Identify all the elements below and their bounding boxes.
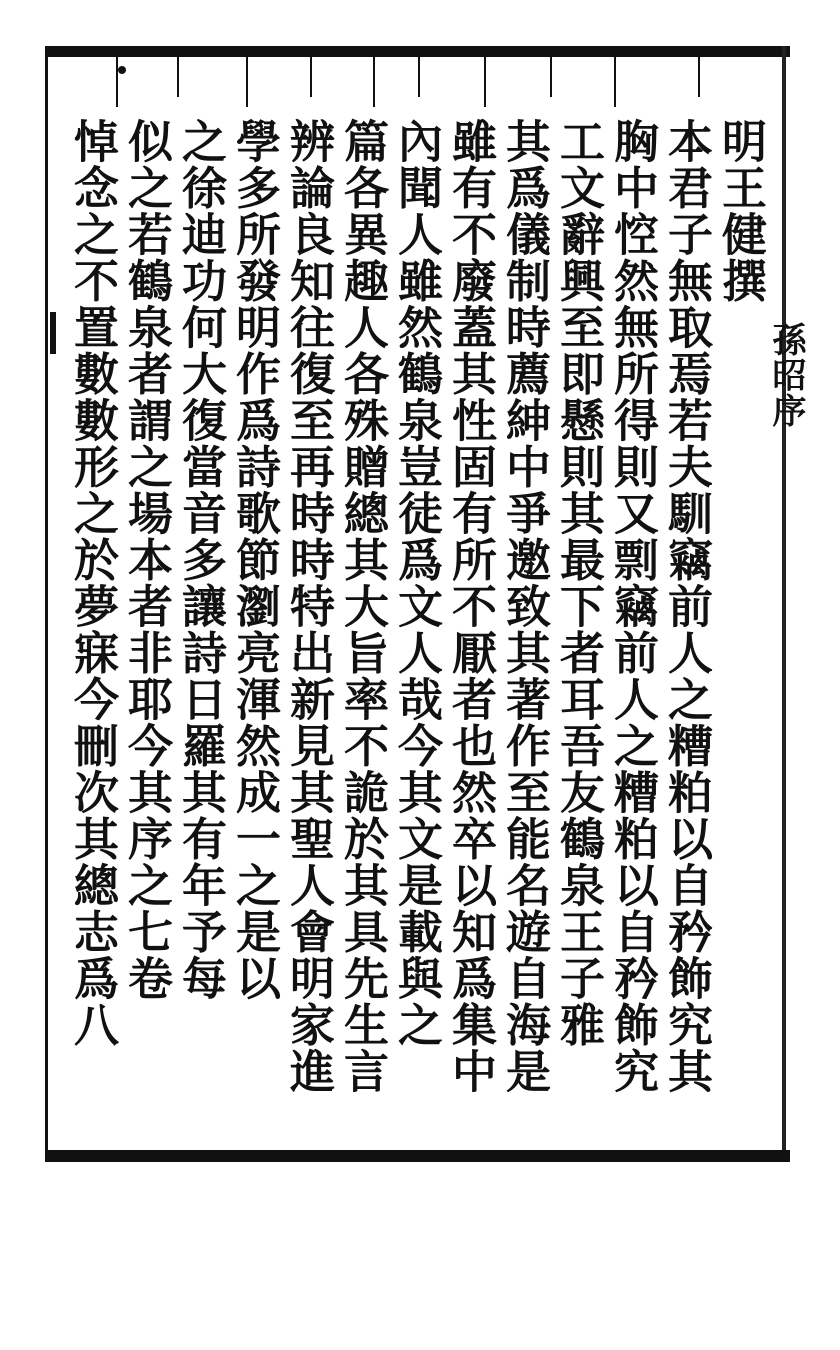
column-divider: [116, 57, 118, 107]
column-divider: [484, 57, 486, 107]
bottom-border-rule: [45, 1150, 790, 1162]
text-column-5: 其爲儀制時薦紳中爭邀致其著作至能名遊自海是: [498, 118, 551, 1095]
text-column-10: 學多所發明作爲詩歌節瀏亮渾然成一之是以: [228, 118, 281, 1002]
text-column-12: 似之若鶴泉者謂之場本者非耶今其序之七卷: [120, 118, 173, 1002]
column-divider: [698, 57, 700, 97]
column-divider: [373, 57, 375, 107]
text-column-13: 悼念之不置數數形之於夢寐今刪次其總志爲八: [66, 118, 119, 1048]
text-column-6: 雖有不廢蓋其性固有所不厭者也然卒以知爲集中: [444, 118, 497, 1095]
column-divider: [418, 57, 420, 97]
column-tick-mark: [118, 66, 126, 74]
column-divider: [310, 57, 312, 97]
column-divider: [246, 57, 248, 107]
column-divider: [614, 57, 616, 107]
text-column-11: 之徐迪功何大復當音多讓詩日羅其有年予每: [174, 118, 227, 1002]
column-divider: [177, 57, 179, 97]
text-column-2: 本君子無取焉若夫馴竊前人之糟粕以自矜飾究其: [660, 118, 713, 1095]
top-border-rule: [45, 46, 790, 57]
column-divider: [550, 57, 552, 97]
annotation-column: 孫昭序: [766, 322, 806, 429]
text-column-7: 內聞人雖然鶴泉豈徒爲文人哉今其文是載與之: [390, 118, 443, 1048]
text-column-8: 篇各異趣人各殊贈總其大旨率不詭於其具先生言: [336, 118, 389, 1095]
text-column-3: 胸中悾然無所得則又剽竊前人之糟粕以自矜飾究: [606, 118, 659, 1095]
text-column-4: 工文辭興至即懸則其最下者耳吾友鶴泉王子雅: [552, 118, 605, 1048]
text-column-9: 辨論良知往復至再時時特出新見其聖人會明家進: [282, 118, 335, 1095]
text-column-1: 明王健撰: [714, 118, 767, 304]
